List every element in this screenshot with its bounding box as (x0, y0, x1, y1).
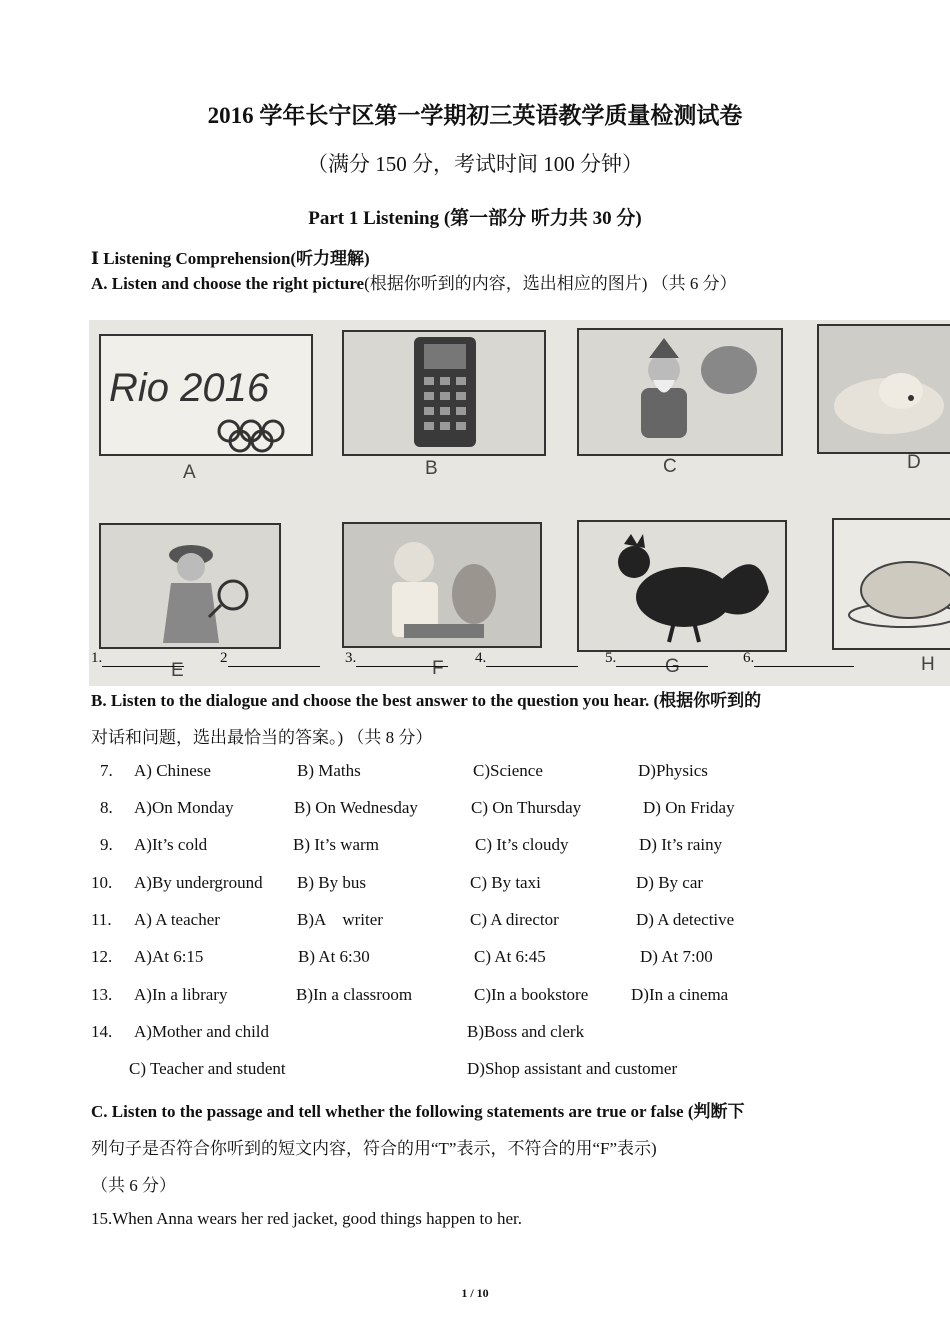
question-13-option-c[interactable]: C)In a bookstore (474, 985, 589, 1004)
answer-blank-3-number: 3. (345, 650, 357, 666)
section-b-instruction-line2: 对话和问题，选出最恰当的答案。) （共 8 分） (91, 728, 433, 747)
question-14-option-d[interactable]: D)Shop assistant and customer (467, 1059, 678, 1078)
question-12-option-d[interactable]: D) At 7:00 (640, 947, 713, 966)
part-title: Part 1 Listening (第一部分 听力共 30 分) (308, 208, 642, 229)
question-14-option-a[interactable]: A)Mother and child (134, 1022, 270, 1041)
picture-label-b: B (425, 458, 438, 479)
answer-blank-6-number: 6. (743, 650, 755, 666)
question-7-option-b[interactable]: B) Maths (297, 761, 361, 780)
question-12-option-b[interactable]: B) At 6:30 (298, 947, 370, 966)
question-7-option-c[interactable]: C)Science (473, 761, 543, 780)
section-c-instruction-line3: （共 6 分） (91, 1176, 176, 1195)
answer-blank-1[interactable] (91, 650, 184, 667)
picture-e-detective (99, 523, 281, 649)
question-13-option-b[interactable]: B)In a classroom (296, 985, 413, 1004)
section-c-instruction-line1: C. Listen to the passage and tell whether the following statements are true or false (判断下 (91, 1102, 745, 1121)
picture-f-girl-and-dog (342, 522, 542, 648)
question-8-option-c[interactable]: C) On Thursday (471, 798, 582, 817)
question-8-number: 8. (100, 798, 113, 817)
question-12-number: 12. (91, 947, 113, 966)
question-13-option-a[interactable]: A)In a library (134, 985, 228, 1004)
question-9-option-a[interactable]: A)It’s cold (134, 835, 208, 854)
question-11-option-c[interactable]: C) A director (470, 910, 559, 929)
picture-h-roast-turkey (832, 518, 950, 650)
answer-blank-4[interactable] (475, 650, 578, 667)
question-14-number: 14. (91, 1022, 113, 1041)
answer-blank-1-number: 1. (91, 650, 103, 666)
picture-b-phone-keypad (342, 330, 546, 456)
question-14-option-c[interactable]: C) Teacher and student (129, 1059, 286, 1078)
question-11-option-a[interactable]: A) A teacher (134, 910, 220, 929)
question-11-option-b[interactable]: B)A writer (297, 910, 383, 929)
picture-a-rio-logo (99, 334, 313, 456)
question-10-option-c[interactable]: C) By taxi (470, 873, 541, 892)
page-number: 1 / 10 (461, 1286, 489, 1300)
section-a-instruction-bold: A. Listen and choose the right picture (91, 274, 365, 293)
section-b-instruction-line1: B. Listen to the dialogue and choose the best answer to the question you hear. (根据你听到的 (91, 691, 762, 710)
question-10-option-a[interactable]: A)By underground (134, 873, 263, 892)
question-7-number: 7. (100, 761, 113, 780)
question-11-number: 11. (91, 910, 112, 929)
question-11-option-d[interactable]: D) A detective (636, 910, 735, 929)
picture-d-sleeping-dog (817, 324, 950, 454)
section-a-instruction-rest: (根据你听到的内容，选出相应的图片) （共 6 分） (364, 274, 737, 293)
answer-blank-4-number: 4. (475, 650, 487, 666)
page-title: 2016 学年长宁区第一学期初三英语教学质量检测试卷 (207, 103, 743, 128)
answer-blank-5[interactable] (605, 650, 708, 667)
question-12-option-c[interactable]: C) At 6:45 (474, 947, 546, 966)
answer-blank-3[interactable] (345, 650, 448, 667)
question-9-option-d[interactable]: D) It’s rainy (639, 835, 723, 854)
question-9-option-b[interactable]: B) It’s warm (293, 835, 379, 854)
answer-blank-2-number: 2 (220, 650, 228, 666)
picture-a-rio-text: Rio 2016 (109, 366, 270, 410)
picture-label-d: D (907, 452, 921, 473)
question-7-option-d[interactable]: D)Physics (638, 761, 708, 780)
question-15: 15.When Anna wears her red jacket, good things happen to her. (91, 1209, 523, 1228)
question-7-option-a[interactable]: A) Chinese (134, 761, 211, 780)
section-a-instruction (91, 269, 737, 294)
question-10-option-d[interactable]: D) By car (636, 873, 704, 892)
picture-label-a: A (183, 462, 196, 483)
answer-blank-2[interactable] (220, 650, 320, 667)
picture-label-f: F (432, 658, 444, 679)
picture-label-e: E (171, 660, 184, 681)
picture-label-c: C (663, 456, 677, 477)
section-c-instruction-line2: 列句子是否符合你听到的短文内容，符合的用“T”表示，不符合的用“F”表示) (91, 1139, 657, 1158)
question-10-number: 10. (91, 873, 113, 892)
question-13-number: 13. (91, 985, 113, 1004)
question-9-option-c[interactable]: C) It’s cloudy (475, 835, 569, 854)
picture-g-rooster (577, 520, 787, 652)
answer-blank-6[interactable] (743, 650, 854, 667)
picture-c-santa-claus (577, 328, 783, 456)
question-13-option-d[interactable]: D)In a cinema (631, 985, 729, 1004)
question-12-option-a[interactable]: A)At 6:15 (134, 947, 204, 966)
picture-label-g: G (665, 656, 680, 677)
question-8-option-b[interactable]: B) On Wednesday (294, 798, 418, 817)
section-i-heading: Ⅰ Listening Comprehension(听力理解) (91, 249, 370, 268)
question-10-option-b[interactable]: B) By bus (297, 873, 366, 892)
picture-strip (89, 320, 950, 686)
question-14-option-b[interactable]: B)Boss and clerk (467, 1022, 585, 1041)
page-subtitle: （满分 150 分，考试时间 100 分钟） (307, 152, 643, 176)
picture-label-h: H (921, 654, 935, 675)
answer-blank-5-number: 5. (605, 650, 617, 666)
question-8-option-a[interactable]: A)On Monday (134, 798, 234, 817)
question-8-option-d[interactable]: D) On Friday (643, 798, 735, 817)
question-9-number: 9. (100, 835, 113, 854)
